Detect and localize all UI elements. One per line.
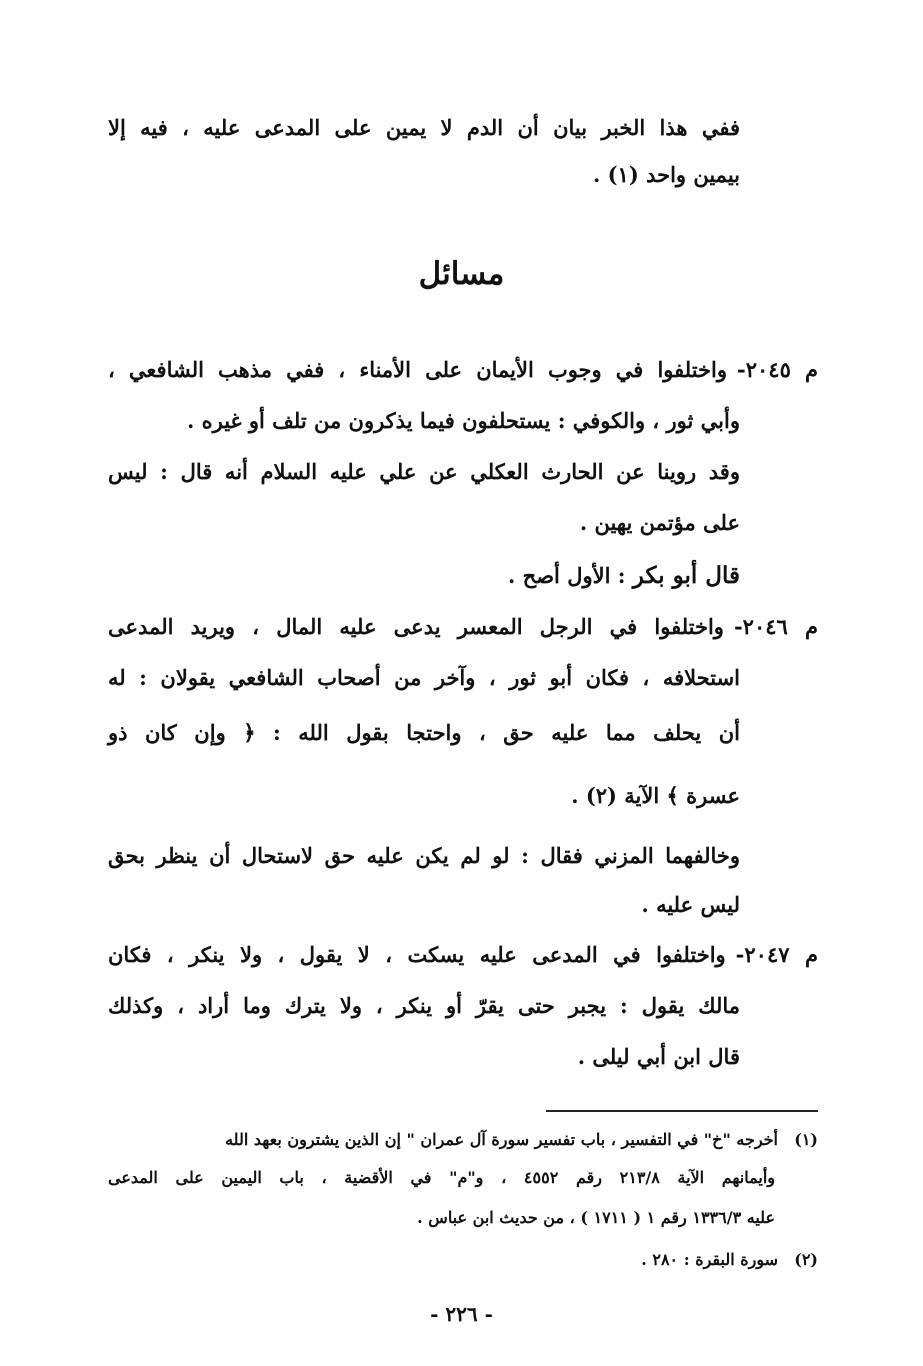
ruling-line (508, 561, 740, 591)
masala-line: استحلافه ، فكان أبو ثور ، وآخر من أصحاب الشافعي يقولان : له (108, 665, 740, 690)
paragraph-line: بيمين واحد (١) . (592, 162, 740, 187)
masala-line: وقد روينا عن الحارث العكلي عن علي عليه السلام أنه قال : ليس (108, 459, 740, 484)
page-number: - ٢٢٦ - (430, 1302, 493, 1326)
masala-text: واختلفوا في الرجل المعسر يدعى عليه المال ، ويريد المدعى (108, 614, 724, 639)
masala-line: وأبي ثور ، والكوفي : يستحلفون فيما يذكرون من تلف أو غيره . (187, 408, 740, 433)
footnote-line (641, 1248, 818, 1272)
footnote-marker: (٢) (794, 1250, 818, 1269)
masala-first-line (108, 940, 818, 970)
masala-text: واختلفوا في وجوب الأيمان على الأمناء ، ففي مذهب الشافعي ، (108, 357, 728, 382)
masala-line: مالك يقول : يجبر حتى يقرّ أو ينكر ، ولا يترك وما أراد ، وكذلك (108, 993, 740, 1018)
footnote-separator (546, 1110, 818, 1112)
masala-line: أن يحلف مما عليه حق ، واحتجا بقول الله : ﴿ وإن كان ذو (108, 720, 740, 745)
footnote-line: وأيمانهم الآية ٢١٣/٨ رقم ٤٥٥٢ ، و"م" في الأقضية ، باب اليمين على المدعى (108, 1168, 776, 1187)
masala-number: م ٢٠٤٧- (735, 942, 818, 967)
section-heading: مسائل (418, 256, 505, 292)
masala-number: م ٢٠٤٦- (733, 614, 818, 639)
footnote-line: عليه ١٣٣٦/٣ رقم ١ ( ١٧١١ ) ، من حديث ابن عباس . (417, 1208, 775, 1227)
masala-line: على مؤتمن يهين . (579, 510, 740, 535)
masala-first-line (108, 355, 818, 385)
masala-first-line (108, 612, 818, 642)
masala-line: وخالفهما المزني فقال : لو لم يكن عليه حق لاستحال أن ينظر بحق (108, 843, 740, 868)
masala-line: ليس عليه . (641, 892, 740, 917)
masala-line: قال ابن أبي ليلى . (577, 1044, 740, 1069)
footnote-line (225, 1128, 818, 1152)
ruling-text: : الأول أصح . (508, 563, 626, 588)
ruling-label: قال أبو بكر (632, 562, 740, 589)
footnote-marker: (١) (794, 1130, 818, 1149)
masala-text: واختلفوا في المدعى عليه يسكت ، لا يقول ، ولا ينكر ، فكان (108, 942, 726, 967)
masala-number: م ٢٠٤٥- (737, 357, 818, 382)
footnote-text: سورة البقرة : ٢٨٠ . (641, 1250, 778, 1269)
footnote-text: أخرجه "خ" في التفسير ، باب تفسير سورة آل عمران " إن الذين يشترون بعهد الله (225, 1130, 778, 1149)
masala-line: عسرة ﴾ الآية (٢) . (571, 783, 740, 808)
paragraph-line: ففي هذا الخبر بيان أن الدم لا يمين على المدعى عليه ، فيه إلا (108, 115, 740, 140)
